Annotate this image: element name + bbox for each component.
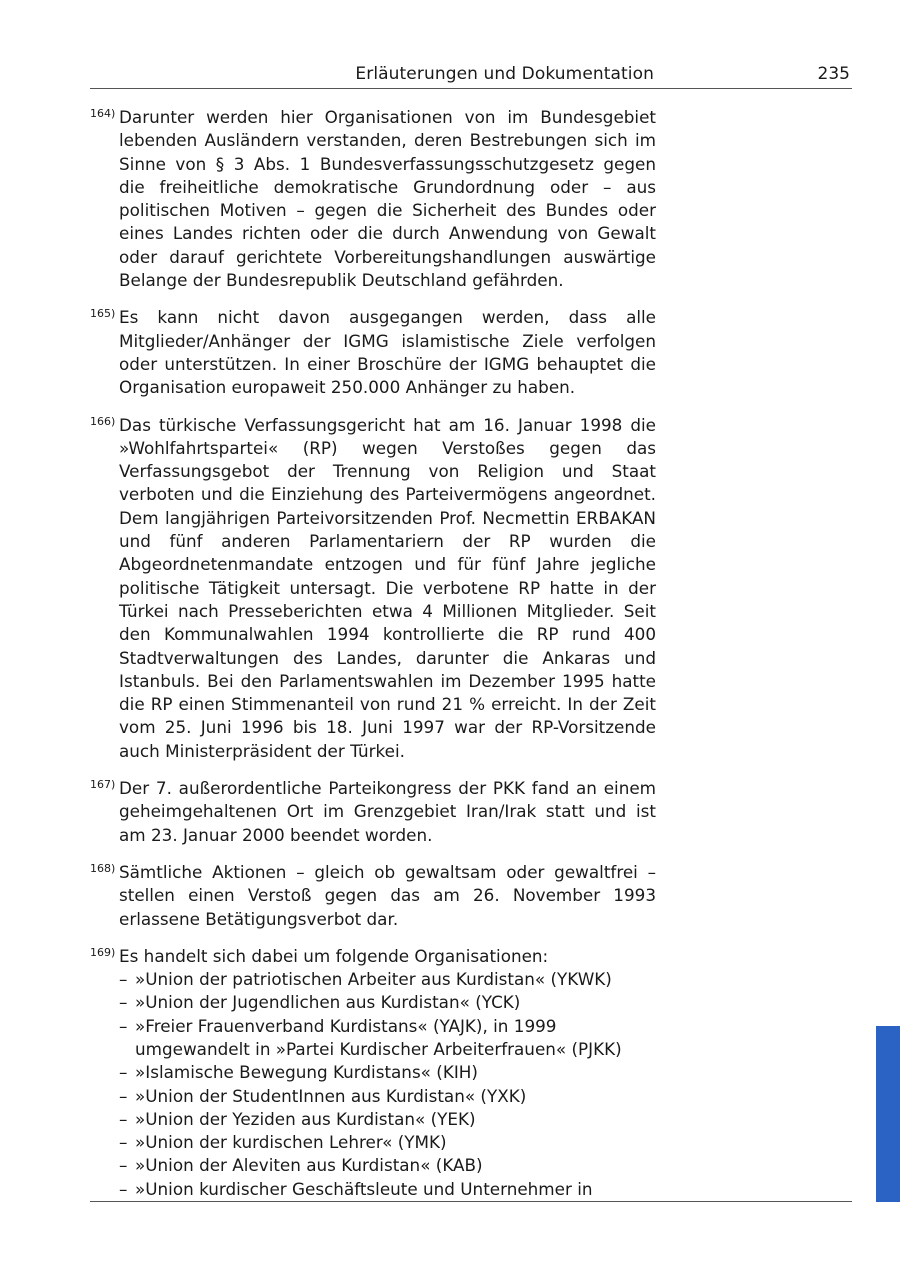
header-title: Erläuterungen und Dokumentation [355, 64, 654, 84]
footnote-164 [90, 106, 656, 292]
footnote-text: Es kann nicht davon ausgegangen werden, dass alle Mitglieder/Anhänger der IGMG islamistische Ziele verfolgen oder unterstützen. In einer Broschüre der IGMG behauptet die Organisation europaweit 250.000 Anhänger zu haben. [119, 307, 656, 398]
footnote-number: 167) [90, 778, 116, 792]
footnote-text: Das türkische Verfassungsgericht hat am 16. Januar 1998 die »Wohlfahrtspartei« (RP) wegen Verstoßes gegen das Verfassungsgebot der Trennung von Religion und Staat verboten und die Einziehung des Parteivermögens angeordnet. Dem langjährigen Parteivorsitzenden Prof. Necmettin ERBAKAN und fünf anderen Parlamentariern der RP wurden die Abgeordnetenmandate entzogen und für fünf Jahre jegliche politische Tätigkeit untersagt. Die verbotene RP hatte in der Türkei nach Presseberichten etwa 4 Millionen Mitglieder. Seit den Kommunalwahlen 1994 kontrollierte die RP rund 400 Stadtverwaltungen des Landes, darunter die Ankaras und Istanbuls. Bei den Parlamentswahlen im Dezember 1995 hatte die RP einen Stimmenanteil von rund 21 % erreicht. In der Zeit vom 25. Juni 1996 bis 18. Juni 1997 war der RP-Vorsitzende auch Ministerpräsident der Türkei. [119, 414, 656, 761]
footnote-number: 165) [90, 307, 116, 321]
section-tab-marker [876, 1026, 900, 1202]
list-item: – »Union der Aleviten aus Kurdistan« (KAB) [119, 1154, 656, 1177]
footnote-168 [90, 861, 656, 931]
footer-rule [90, 1201, 852, 1202]
footnote-169 [90, 945, 656, 1201]
list-item: – »Islamische Bewegung Kurdistans« (KIH) [119, 1061, 656, 1084]
running-header [90, 62, 852, 89]
footnote-number: 164) [90, 107, 116, 120]
footnote-number: 166) [90, 414, 116, 428]
footnote-165 [90, 306, 656, 399]
footnote-number: 168) [90, 861, 116, 875]
organisation-list [119, 968, 656, 1201]
footnote-167 [90, 777, 656, 847]
list-item: – »Union der Yeziden aus Kurdistan« (YEK) [119, 1108, 656, 1131]
footnote-text: Der 7. außerordentliche Parteikongress der PKK fand an einem geheimgehaltenen Ort im Grenzgebiet Iran/Irak statt und ist am 23. Januar 2000 beendet worden. [119, 778, 656, 845]
footnote-text: Sämtliche Aktionen – gleich ob gewaltsam oder gewaltfrei – stellen einen Verstoß gegen das am 26. November 1993 erlassene Betätigungsverbot dar. [119, 861, 656, 929]
footnote-number: 169) [90, 945, 116, 959]
list-item: – »Union der kurdischen Lehrer« (YMK) [119, 1131, 656, 1154]
page-number: 235 [817, 64, 850, 84]
footnotes [90, 106, 656, 1215]
list-item: – »Freier Frauenverband Kurdistans« (YAJK), in 1999 umgewandelt in »Partei Kurdischer Arbeiterfrauen« (PJKK) [119, 1015, 656, 1062]
footnote-166 [90, 414, 656, 763]
footnote-text: Darunter werden hier Organisationen von im Bundesgebiet lebenden Ausländern verstanden, deren Bestrebungen sich im Sinne von § 3 Abs. 1 Bundesverfassungsschutzgesetz gegen die freiheitliche demokratische Grundordnung oder – aus politischen Motiven – gegen die Sicherheit des Bundes oder eines Landes richten oder die durch Anwendung von Gewalt oder darauf gerichtete Vorbereitungshandlungen auswärtige Belange der Bundesrepublik Deutschland gefährden. [119, 107, 656, 291]
footnote-intro: Es handelt sich dabei um folgende Organisationen: [119, 945, 549, 966]
list-item: – »Union der Jugendlichen aus Kurdistan« (YCK) [119, 991, 656, 1014]
list-item: – »Union der StudentInnen aus Kurdistan« (YXK) [119, 1085, 656, 1108]
list-item: – »Union kurdischer Geschäftsleute und Unternehmer in [119, 1178, 656, 1201]
list-item: – »Union der patriotischen Arbeiter aus Kurdistan« (YKWK) [119, 968, 656, 991]
